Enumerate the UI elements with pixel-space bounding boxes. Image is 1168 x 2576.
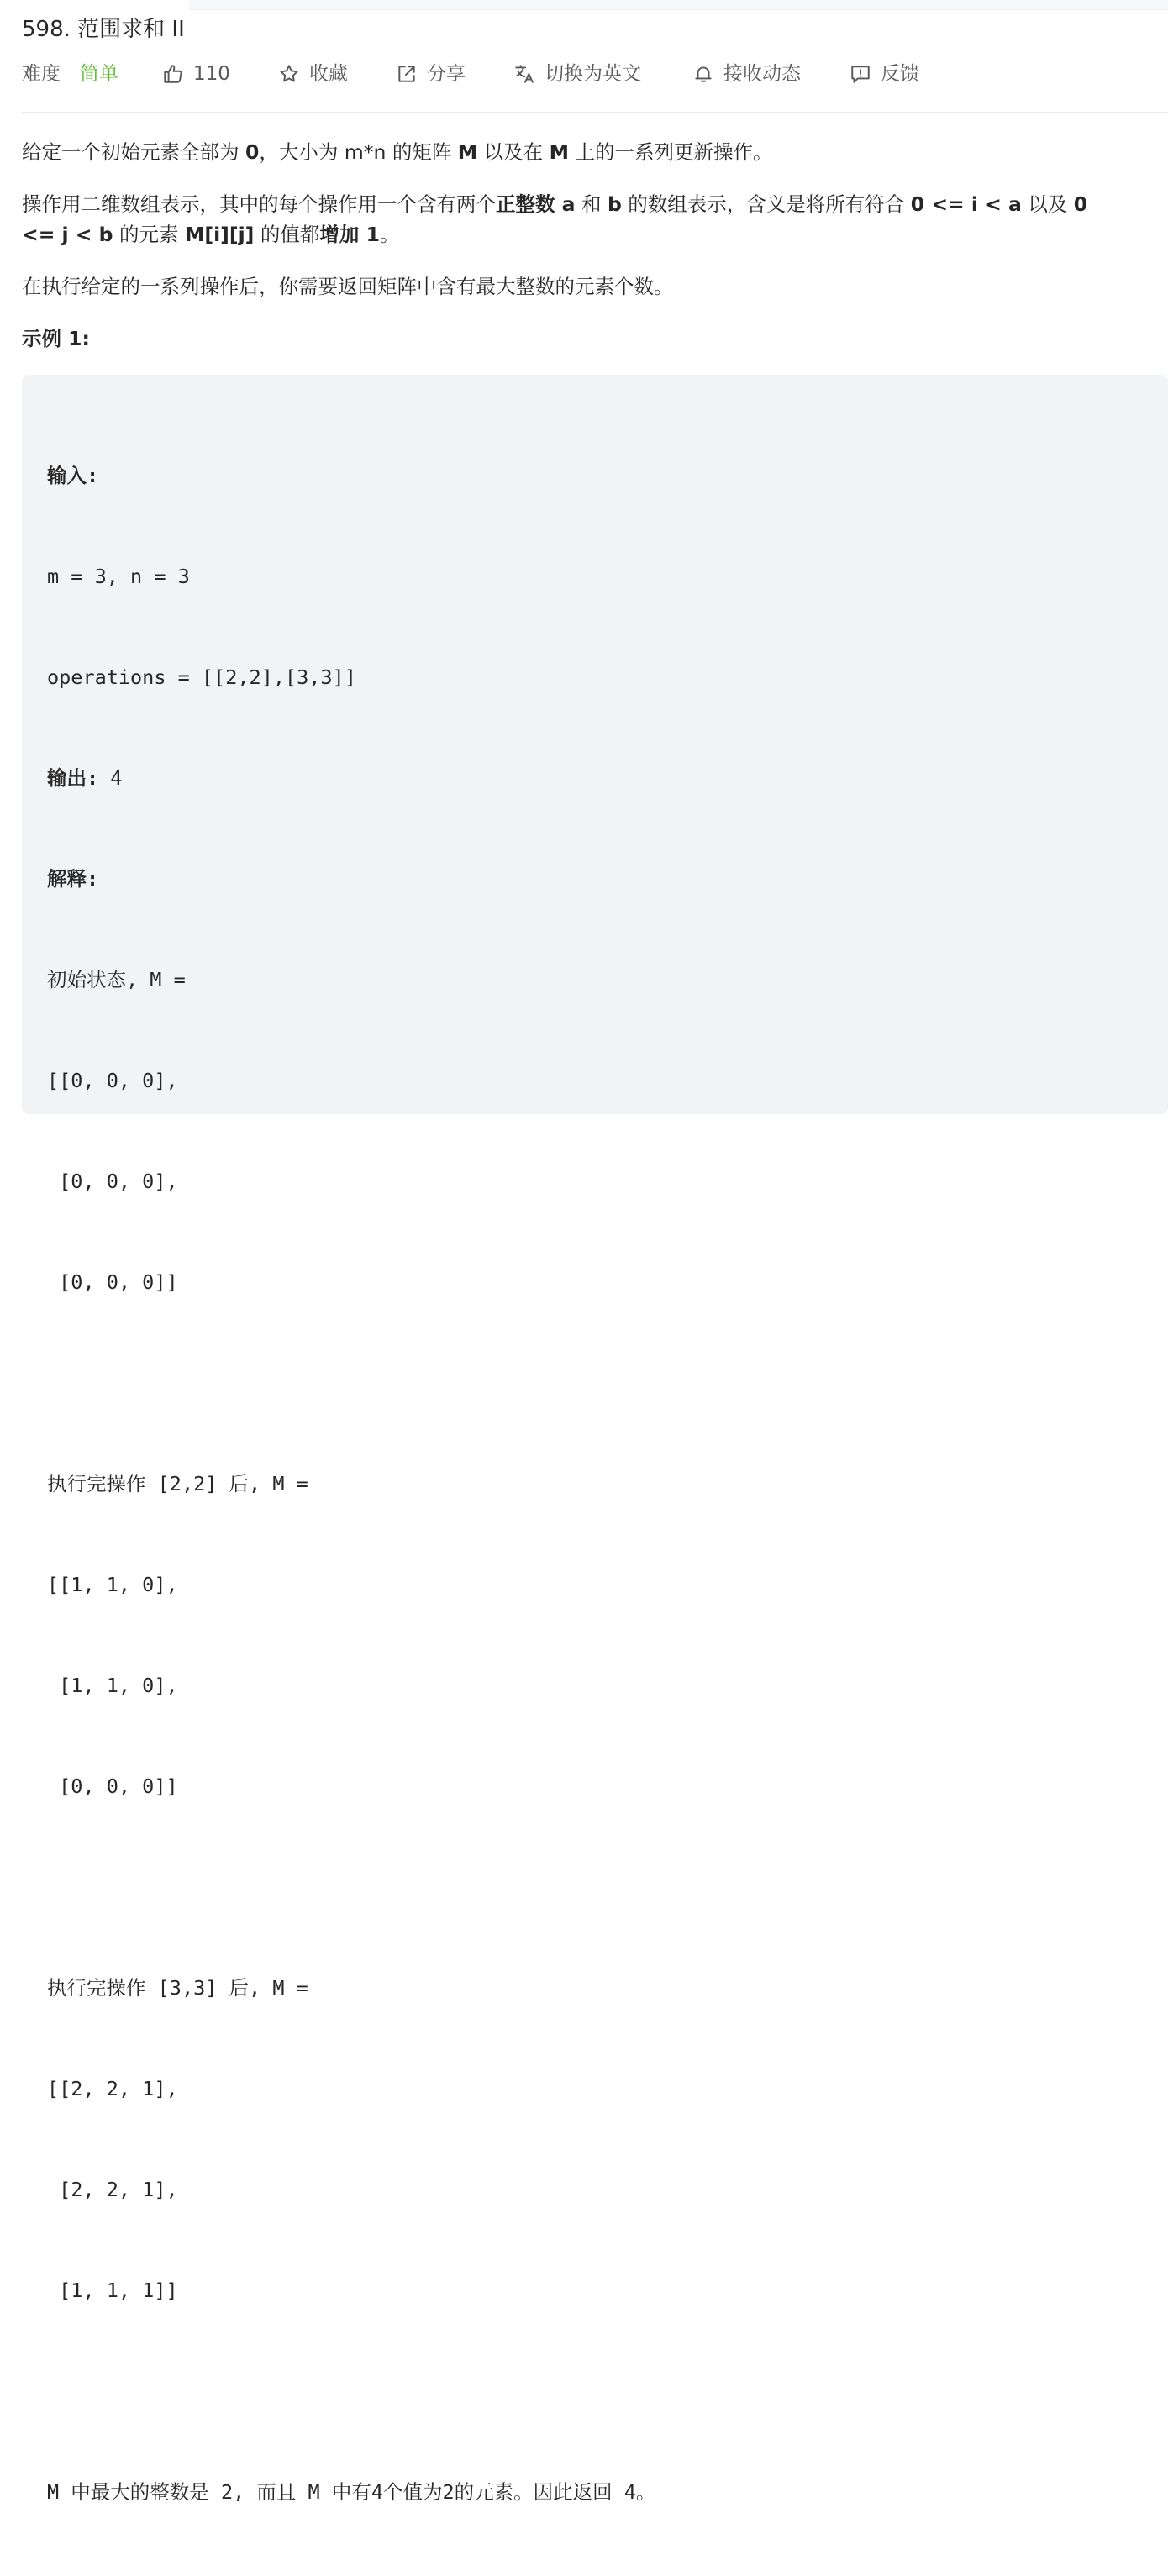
description-paragraph-3: 在执行给定的一系列操作后，你需要返回矩阵中含有最大整数的元素个数。 [22, 275, 674, 298]
problem-title: 598. 范围求和 II [22, 17, 185, 42]
explain-label: 解释: [47, 867, 99, 891]
code-line: [[0, 0, 0], [47, 1069, 178, 1092]
code-line: [0, 0, 0]] [47, 1774, 178, 1798]
code-line: [[2, 2, 1], [47, 2077, 178, 2100]
thumbs-up-icon [161, 62, 185, 86]
like-count: 110 [193, 63, 230, 85]
share-button[interactable] [395, 59, 466, 89]
difficulty-label: 难度 [22, 63, 61, 85]
code-line: [1, 1, 0], [47, 1674, 178, 1697]
meta-divider [22, 112, 1168, 113]
code-line: [2, 2, 1], [47, 2178, 178, 2201]
favorite-button[interactable] [277, 59, 348, 89]
description-paragraph-2: 操作用二维数组表示，其中的每个操作用一个含有两个正整数 a 和 b 的数组表示，含义是将所有符合 0 <= i < a 以及 0 [22, 192, 1088, 216]
code-line [47, 2374, 655, 2408]
difficulty-badge: 简单 [80, 63, 118, 85]
favorite-label: 收藏 [309, 63, 348, 85]
description-paragraph-2-continued: <= j < b 的元素 M[i][j] 的值都增加 1。 [22, 223, 400, 246]
code-line [47, 1366, 655, 1400]
example-heading: 示例 1: [22, 327, 90, 350]
input-label: 输入: [47, 464, 99, 487]
top-tab-bar [189, 0, 1168, 10]
input-line-2: operations = [[2,2],[3,3]] [47, 665, 356, 689]
input-line-1: m = 3, n = 3 [47, 565, 190, 588]
like-button[interactable] [161, 59, 230, 89]
share-label: 分享 [427, 63, 466, 85]
code-line: [0, 0, 0]] [47, 1270, 178, 1294]
output-label: 输出: [47, 766, 99, 790]
code-line: [1, 1, 1]] [47, 2279, 178, 2302]
description-paragraph-1: 给定一个初始元素全部为 0，大小为 m*n 的矩阵 M 以及在 M 上的一系列更新操作。 [22, 140, 773, 164]
feedback-label: 反馈 [881, 63, 919, 85]
code-line: 执行完操作 [3,3] 后, M = [47, 1976, 320, 2000]
code-line [47, 1870, 655, 1904]
code-line: [0, 0, 0], [47, 1170, 178, 1193]
star-icon [277, 62, 301, 86]
code-line: 执行完操作 [2,2] 后, M = [47, 1472, 320, 1496]
feedback-button[interactable] [849, 59, 919, 89]
translate-icon [513, 62, 536, 86]
output-value: 4 [98, 766, 123, 790]
code-line: M 中最大的整数是 2, 而且 M 中有4个值为2的元素。因此返回 4。 [47, 2480, 656, 2504]
code-line: [[1, 1, 0], [47, 1573, 178, 1596]
subscribe-label: 接收动态 [723, 63, 801, 85]
switch-language-button[interactable] [513, 59, 641, 89]
example-code-block [22, 375, 1168, 2504]
share-icon [395, 62, 418, 86]
example-code [47, 392, 655, 2576]
problem-meta-bar [22, 59, 1168, 89]
code-line: 初始状态, M = [47, 968, 197, 991]
bell-icon [692, 62, 715, 86]
switch-language-label: 切换为英文 [545, 63, 641, 85]
feedback-icon [849, 62, 872, 86]
subscribe-button[interactable] [692, 59, 801, 89]
